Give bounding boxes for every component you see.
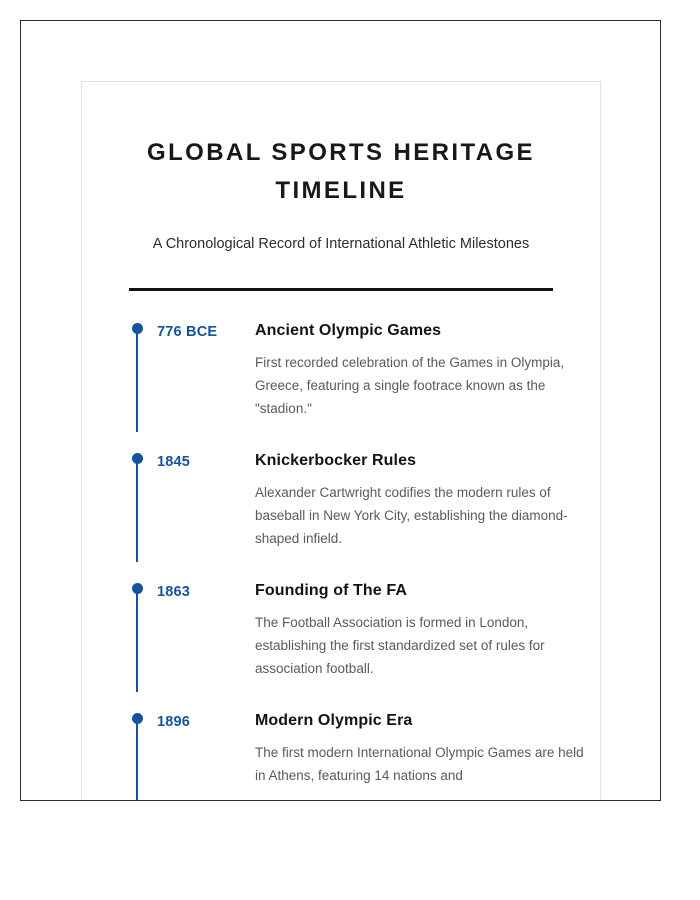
timeline-marker bbox=[131, 710, 145, 787]
timeline-entry[interactable] bbox=[82, 710, 600, 787]
timeline-entry-description: First recorded celebration of the Games in Olympia, Greece, featuring a single footrace known as the "stadion." bbox=[255, 355, 565, 416]
header-divider-wrap bbox=[82, 254, 600, 291]
timeline-entry-body bbox=[255, 450, 600, 550]
timeline-connector-line bbox=[136, 332, 138, 432]
timeline-connector-line bbox=[136, 592, 138, 692]
timeline-entry-description: The first modern International Olympic Games are held in Athens, featuring 14 nations and bbox=[255, 745, 584, 783]
timeline-card bbox=[81, 81, 601, 801]
timeline-entry-year: 1863 bbox=[157, 584, 191, 600]
timeline-entry-title: Modern Olympic Era bbox=[255, 712, 413, 729]
timeline-entry-description: Alexander Cartwright codifies the modern rules of baseball in New York City, establishing the diamond-shaped infield. bbox=[255, 485, 568, 546]
timeline-entry[interactable] bbox=[82, 450, 600, 580]
timeline-marker bbox=[131, 580, 145, 710]
timeline-entry[interactable] bbox=[82, 320, 600, 450]
timeline-entry-title: Founding of The FA bbox=[255, 582, 407, 599]
timeline-marker bbox=[131, 320, 145, 450]
timeline-entry-body bbox=[255, 710, 600, 787]
timeline-entry-year: 776 BCE bbox=[157, 324, 218, 340]
timeline-entry-title: Ancient Olympic Games bbox=[255, 322, 442, 339]
page-title: GLOBAL SPORTS HERITAGE TIMELINE bbox=[147, 139, 535, 204]
timeline-entry-body bbox=[255, 580, 600, 680]
header-divider bbox=[129, 288, 553, 291]
timeline-entry-year: 1896 bbox=[157, 714, 191, 730]
timeline-entry-title: Knickerbocker Rules bbox=[255, 452, 417, 469]
page-subtitle: A Chronological Record of International Athletic Milestones bbox=[152, 236, 530, 252]
timeline-list bbox=[82, 291, 600, 787]
timeline-entry[interactable] bbox=[82, 580, 600, 710]
card-content bbox=[82, 82, 600, 787]
timeline-entry-description: The Football Association is formed in London, establishing the first standardized set of rules for association football. bbox=[255, 615, 545, 676]
timeline-connector-line bbox=[136, 462, 138, 562]
page-frame bbox=[20, 20, 661, 801]
timeline-entry-year: 1845 bbox=[157, 454, 191, 470]
timeline-connector-line bbox=[136, 722, 138, 801]
timeline-marker bbox=[131, 450, 145, 580]
timeline-entry-body bbox=[255, 320, 600, 420]
